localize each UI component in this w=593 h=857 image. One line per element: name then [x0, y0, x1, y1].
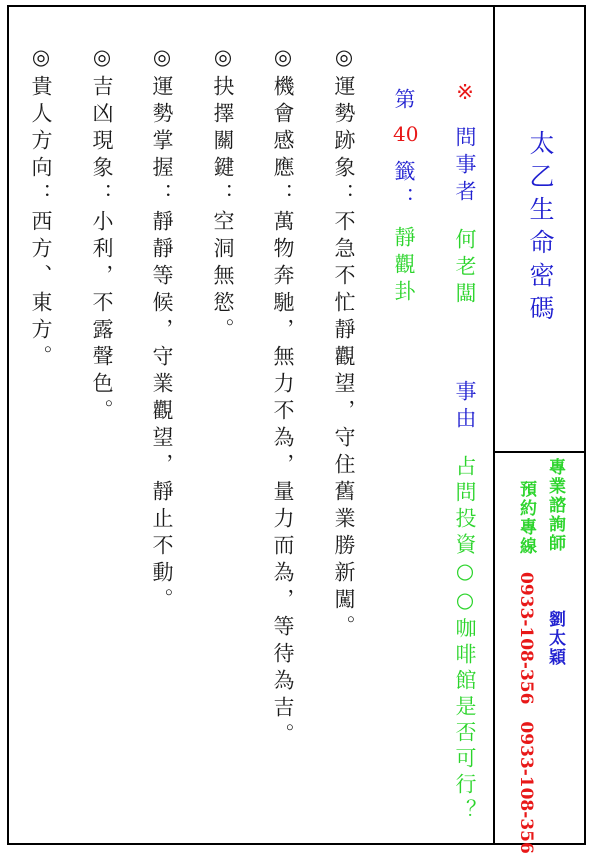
reading-bullet: ◎ [29, 45, 53, 75]
reading-luck-sign [91, 45, 112, 426]
lot-prefix: 第 [392, 88, 416, 115]
reading-fortune-sign [333, 45, 354, 642]
reason-text: 占問投資○○咖啡館是否可行？ [453, 455, 477, 825]
reading-bullet: ◎ [150, 45, 174, 75]
consultant-label: 專業諮詢師 [545, 458, 565, 553]
reading-text: 貴人方向：西方、東方。 [29, 75, 53, 372]
header-row-divider [493, 451, 586, 453]
phone-numbers: 0933-108-356 0933-108-356 [516, 572, 536, 854]
reading-text: 機會感應：萬物奔馳，無力不為，量力而為，等待為吉。 [271, 75, 295, 750]
reading-fortune-control [151, 45, 172, 615]
reason-label: 事由 [453, 380, 477, 434]
asker-label: 問事者 [453, 126, 477, 207]
lot-suffix: 籤： [392, 160, 416, 214]
reading-opportunity [272, 45, 293, 750]
document-title: 太乙生命密碼 [526, 130, 555, 328]
reading-bullet: ◎ [211, 45, 235, 75]
reading-text: 運勢跡象：不急不忙靜觀望，守住舊業勝新闖。 [332, 75, 356, 642]
hotline-label: 預約專線 [516, 480, 536, 556]
reading-text: 運勢掌握：靜靜等候，守業觀望，靜止不動。 [150, 75, 174, 615]
reading-bullet: ◎ [271, 45, 295, 75]
reading-text: 抉擇關鍵：空洞無慾。 [211, 75, 235, 345]
reading-text: 吉凶現象：小利，不露聲色。 [90, 75, 114, 426]
lot-name: 靜觀卦 [392, 226, 416, 307]
lot-number: 40 [393, 122, 419, 146]
reading-benefactor-direction [30, 45, 51, 372]
asker-name: 何老闆 [453, 228, 477, 309]
reading-bullet: ◎ [90, 45, 114, 75]
reading-bullet: ◎ [332, 45, 356, 75]
consultant-name: 劉太穎 [545, 610, 565, 667]
header-divider [493, 5, 495, 845]
note-marker: ※ [453, 80, 477, 110]
reading-decision-key [212, 45, 233, 345]
